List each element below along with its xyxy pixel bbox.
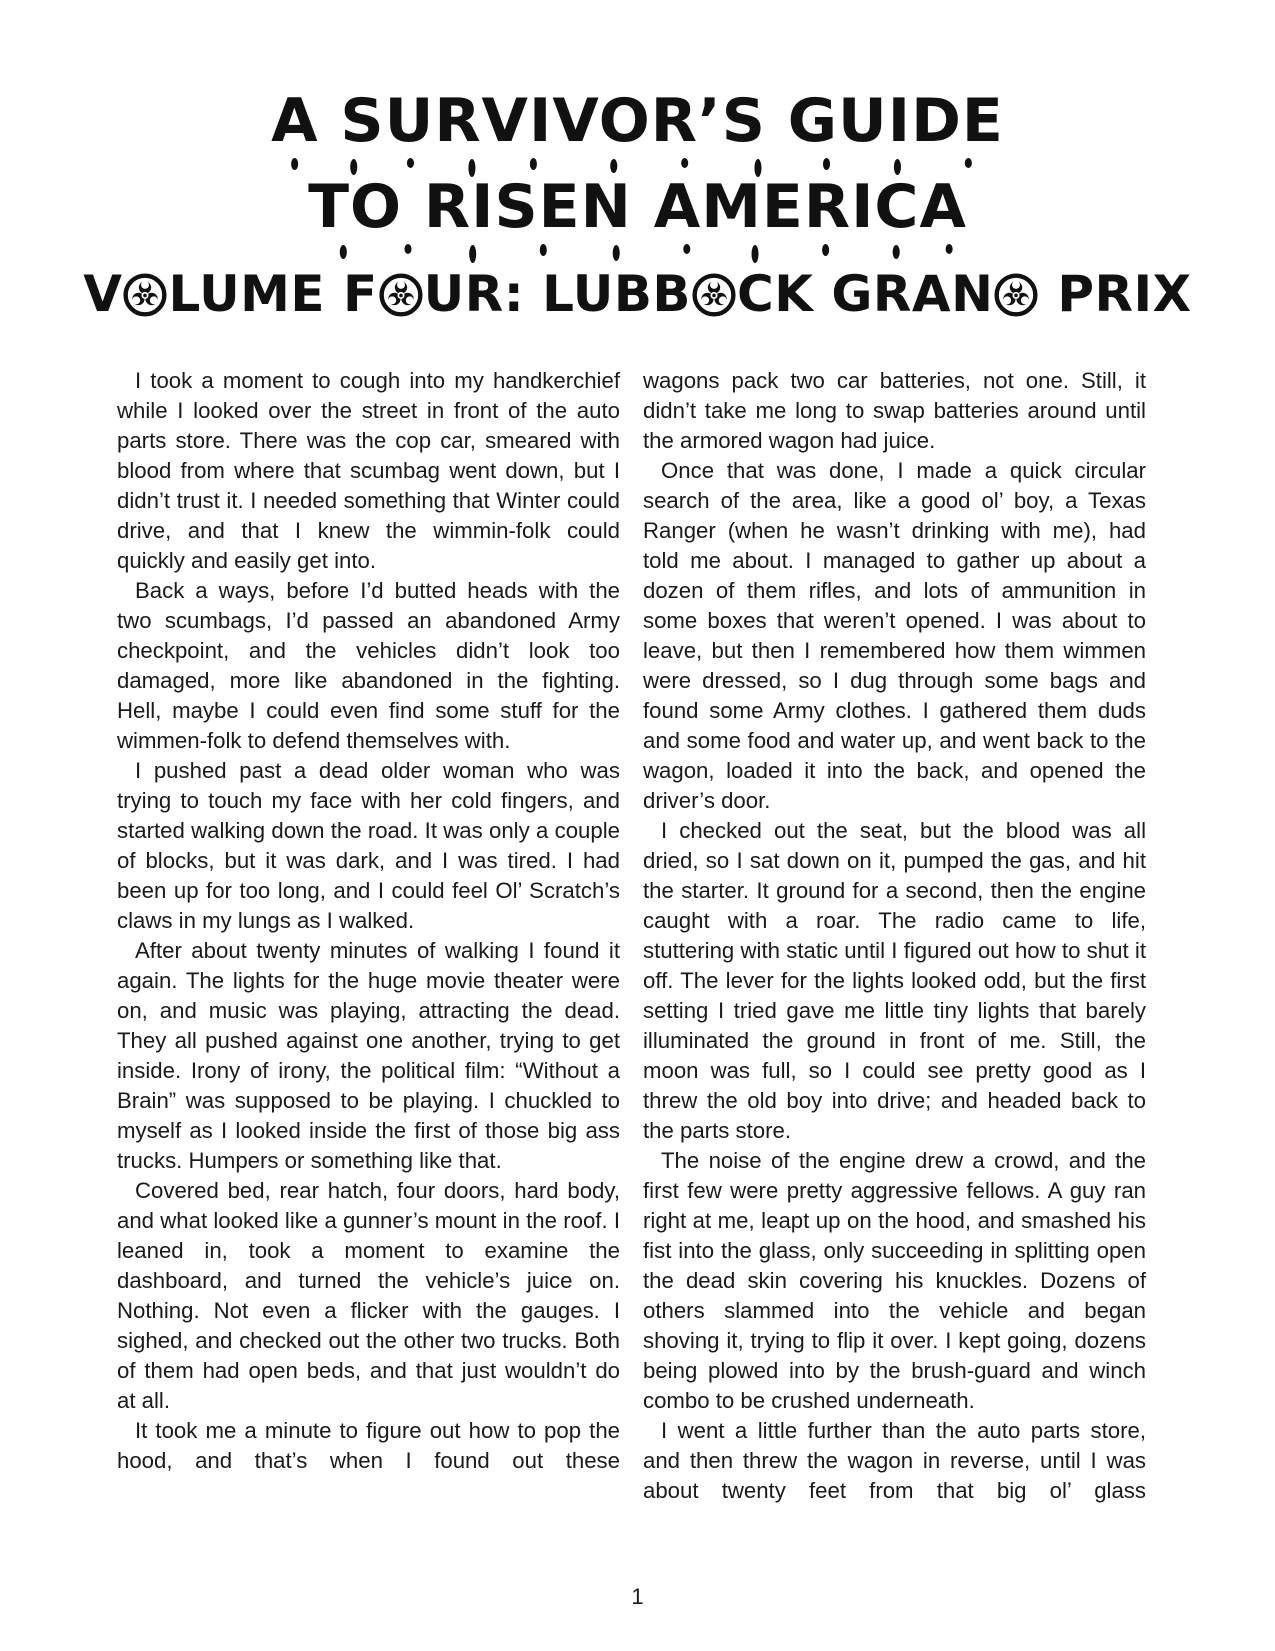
paragraph: I went a little further than the auto parts store, and then threw the wagon in reverse, until I was about twenty feet from that big ol’ glass: [643, 1418, 1146, 1503]
left-column: [117, 366, 620, 1476]
paragraph: Once that was done, I made a quick circular search of the area, like a good ol’ boy, a Texas Ranger (when he wasn’t drinking with me), had told me about. I managed to gather up about a dozen of them rifles, and lots of ammunition in some boxes that weren’t opened. I was about to leave, but then I remembered how them wimmen were dressed, so I dug through some bags and found some Army clothes. I gathered them duds and some food and water up, and went back to the wagon, loaded it into the back, and opened the driver’s door.: [643, 458, 1146, 813]
subtitle-part: UR: LUBB: [423, 265, 692, 323]
biohazard-icon: [692, 273, 736, 317]
volume-subtitle: [0, 262, 1275, 326]
subtitle-part: V: [83, 265, 123, 323]
biohazard-icon: [379, 273, 423, 317]
paragraph: Covered bed, rear hatch, four doors, hard body, and what looked like a gunner’s mount in the roof. I leaned in, took a moment to examine the dashboard, and turned the vehicle’s juice on. Nothing. Not even a flicker with the gauges. I sighed, and checked out the other two trucks. Both of them had open beds, and that just wouldn’t do at all.: [117, 1178, 620, 1413]
paragraph: After about twenty minutes of walking I found it again. The lights for the huge movie theater were on, and music was playing, attracting the dead. They all pushed against one another, trying to get inside. Irony of irony, the political film: “Without a Brain” was supposed to be playing. I chuckled to myself as I looked inside the first of those big ass trucks. Humpers or something like that.: [117, 938, 620, 1173]
paragraph: It took me a minute to figure out how to pop the hood, and that’s when I found out these: [117, 1418, 620, 1473]
subtitle-part: CK GRAN: [737, 265, 994, 323]
paragraph: wagons pack two car batteries, not one. Still, it didn’t take me long to swap batteries around until the armored wagon had juice.: [643, 368, 1146, 453]
title-text-1: A SURVIVOR’S GUIDE: [271, 86, 1004, 156]
subtitle-part: PRIX: [1039, 265, 1192, 323]
subtitle-part: LUME F: [168, 265, 378, 323]
paragraph: I took a moment to cough into my handkerchief while I looked over the street in front of the auto parts store. There was the cop car, smeared with blood from where that scumbag went down, but I didn’t trust it. I needed something that Winter could drive, and that I knew the wimmin-folk could quickly and easily get into.: [117, 368, 620, 573]
paragraph: I pushed past a dead older woman who was trying to touch my face with her cold fingers, and started walking down the road. It was only a couple of blocks, but it was dark, and I was tired. I had been up for too long, and I could feel Ol’ Scratch’s claws in my lungs as I walked.: [117, 758, 620, 933]
title-block: [0, 78, 1275, 250]
biohazard-icon: [123, 273, 167, 317]
title-line-1: [0, 78, 1275, 164]
title-line-2: [0, 164, 1275, 250]
paragraph: Back a ways, before I’d butted heads with the two scumbags, I’d passed an abandoned Army checkpoint, and the vehicles didn’t look too damaged, more like abandoned in the fighting. Hell, maybe I could even find some stuff for the wimmen-folk to defend themselves with.: [117, 578, 620, 753]
right-column: [643, 366, 1146, 1506]
biohazard-icon: [994, 273, 1038, 317]
title-text-2: TO RISEN AMERICA: [308, 172, 967, 242]
paragraph: The noise of the engine drew a crowd, and the first few were pretty aggressive fellows. A guy ran right at me, leapt up on the hood, and smashed his fist into the glass, only succeeding in splitting open the dead skin covering his knuckles. Dozens of others slammed into the vehicle and began shoving it, trying to flip it over. I kept going, dozens being plowed into by the brush-guard and winch combo to be crushed underneath.: [643, 1148, 1146, 1413]
page-number: 1: [631, 1584, 644, 1609]
paragraph: I checked out the seat, but the blood was all dried, so I sat down on it, pumped the gas, and hit the starter. It ground for a second, then the engine caught with a roar. The radio came to life, stuttering with static until I figured out how to shut it off. The lever for the lights looked odd, but the first setting I tried gave me little tiny lights that barely illuminated the ground in front of me. Still, the moon was full, so I could see pretty good as I threw the old boy into drive; and headed back to the parts store.: [643, 818, 1146, 1143]
